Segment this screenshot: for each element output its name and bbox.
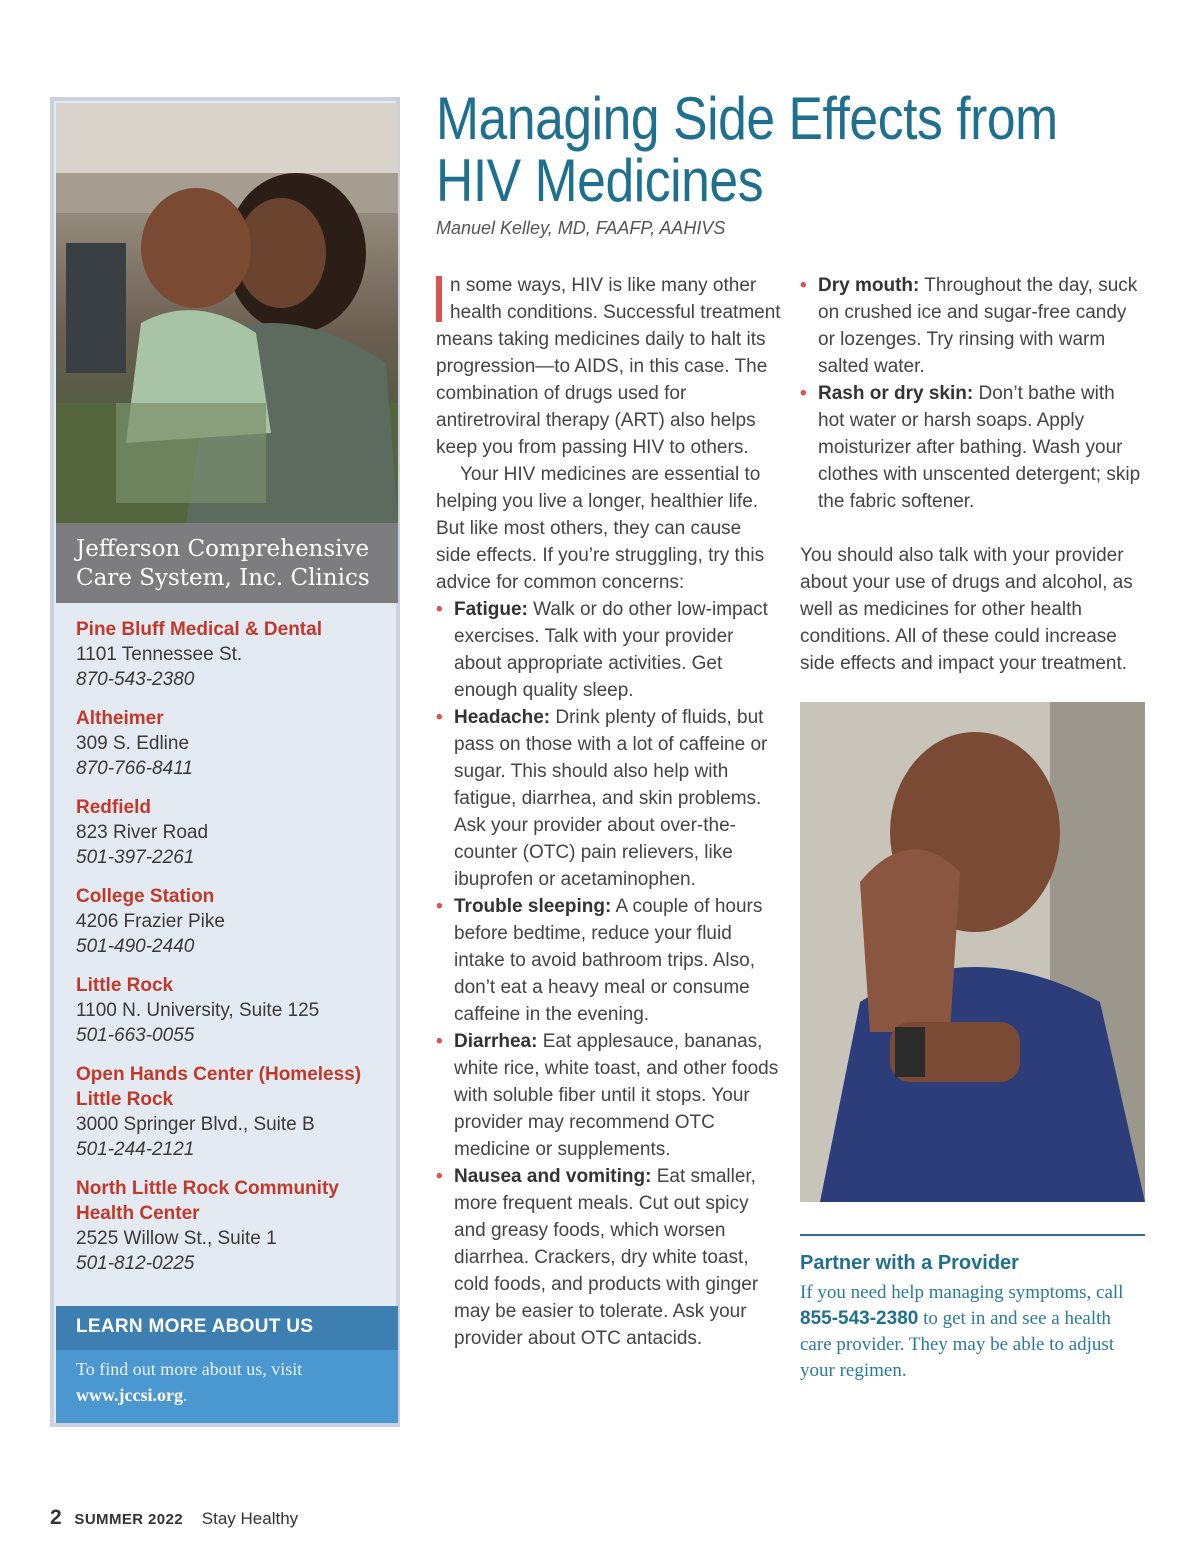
- clinic-name: Open Hands Center (Homeless) Little Rock: [76, 1064, 362, 1110]
- learn-more-box: [56, 1306, 398, 1423]
- article-column-2: [800, 272, 1145, 677]
- learn-more-period: .: [182, 1385, 188, 1405]
- publication-name: Stay Healthy: [201, 1509, 299, 1528]
- clinic-item: [76, 884, 386, 959]
- clinics-header: [56, 523, 398, 603]
- clinic-list: [76, 617, 386, 1290]
- clinic-name: Little Rock: [76, 975, 174, 996]
- tip-text: Don’t bathe with hot water or harsh soaps. Apply moisturizer after bathing. Wash your clothes with unscented detergent; skip the fabric softener.: [818, 383, 1141, 512]
- clinic-address: 3000 Springer Blvd., Suite B: [76, 1114, 315, 1135]
- clinic-address: 823 River Road: [76, 822, 209, 843]
- partner-text-before: If you need help managing symptoms, call: [800, 1282, 1124, 1303]
- website-link[interactable]: www.jccsi.org: [76, 1385, 183, 1405]
- tip-text: Drink plenty of fluids, but pass on those with a lot of caffeine or sugar. This should also help with fatigue, diarrhea, and skin problems. Ask your provider about over-the-counter (OTC) pain relievers, like ibuprofen or acetaminophen.: [454, 707, 768, 890]
- clinic-address: 1101 Tennessee St.: [76, 644, 243, 665]
- clinic-item: [76, 1176, 386, 1276]
- clinics-sidebar: [50, 97, 400, 1427]
- clinic-item: [76, 706, 386, 781]
- bullet-icon: •: [436, 896, 443, 917]
- intro-text: n some ways, HIV is like many other health conditions. Successful treatment means taking medicines daily to halt its progression—to AIDS, in this case. The combination of drugs used for antiretroviral therapy (ART) also helps keep you from passing HIV to others.: [436, 275, 781, 458]
- clinic-name: Redfield: [76, 797, 151, 818]
- issue-season: SUMMER 2022: [74, 1511, 184, 1528]
- tip-text: Throughout the day, suck on crushed ice and sugar-free candy or lozenges. Try rinsing with warm salted water.: [818, 275, 1138, 377]
- tip-lead: Dry mouth:: [818, 275, 920, 296]
- tip-text: A couple of hours before bedtime, reduce your fluid intake to avoid bathroom trips. Also, don’t eat a heavy meal or consume caffeine in the evening.: [454, 896, 763, 1025]
- partner-text-after: to get in and see a health care provider. They may be able to adjust your regimen.: [800, 1308, 1115, 1381]
- tips-list: [436, 596, 781, 1352]
- man-headache-photo: [800, 702, 1145, 1202]
- clinic-name: North Little Rock Community Health Center: [76, 1178, 339, 1224]
- tips-list-continued: [800, 272, 1145, 515]
- clinics-header-line2: Care System, Inc. Clinics: [76, 565, 370, 591]
- article-column-1: [436, 272, 781, 1352]
- tip-lead: Rash or dry skin:: [818, 383, 974, 404]
- title-line1: Managing Side Effects from: [436, 85, 1058, 152]
- tip-lead: Diarrhea:: [454, 1031, 538, 1052]
- tip-item: [436, 1028, 781, 1163]
- clinic-phone: 870-766-8411: [76, 758, 193, 779]
- tip-text: Eat smaller, more frequent meals. Cut out spicy and greasy foods, which worsen diarrhea. Crackers, dry white toast, cold foods, and products with ginger may be easier to tolerate. Ask your provider about OTC antacids.: [454, 1166, 759, 1349]
- bullet-icon: •: [436, 1166, 443, 1187]
- title-line2: HIV Medicines: [436, 147, 764, 214]
- clinic-name: College Station: [76, 886, 215, 907]
- clinic-item: [76, 795, 386, 870]
- tip-item: [436, 1163, 781, 1352]
- clinic-name: Altheimer: [76, 708, 164, 729]
- tip-item: [436, 893, 781, 1028]
- closing-paragraph: You should also talk with your provider about your use of drugs and alcohol, as well as medicines for other health conditions. All of these could increase side effects and impact your treatment.: [800, 545, 1133, 674]
- partner-text: [800, 1280, 1145, 1384]
- clinic-phone: 501-663-0055: [76, 1025, 195, 1046]
- clinic-address: 309 S. Edline: [76, 733, 190, 754]
- clinic-phone: 870-543-2380: [76, 669, 195, 690]
- bullet-icon: •: [800, 275, 807, 296]
- learn-more-title: LEARN MORE ABOUT US: [56, 1306, 398, 1350]
- tip-item: [436, 704, 781, 893]
- bullet-icon: •: [436, 1031, 443, 1052]
- intro-paragraph: [436, 272, 781, 461]
- tip-lead: Nausea and vomiting:: [454, 1166, 652, 1187]
- tip-item: [800, 380, 1145, 515]
- bullet-icon: •: [436, 707, 443, 728]
- learn-more-prefix: To find out more about us, visit: [76, 1359, 303, 1379]
- clinic-phone: 501-812-0225: [76, 1253, 195, 1274]
- partner-title: Partner with a Provider: [800, 1252, 1019, 1274]
- article-title: [436, 85, 1072, 214]
- tip-lead: Headache:: [454, 707, 551, 728]
- tip-text: Walk or do other low-impact exercises. Talk with your provider about appropriate activities. Get enough quality sleep.: [454, 599, 768, 701]
- clinic-item: [76, 1062, 386, 1162]
- tip-item: [800, 272, 1145, 380]
- clinic-phone: 501-490-2440: [76, 936, 195, 957]
- tip-lead: Trouble sleeping:: [454, 896, 612, 917]
- page-number: 2: [50, 1506, 62, 1529]
- tip-lead: Fatigue:: [454, 599, 528, 620]
- intro-paragraph-2: Your HIV medicines are essential to helping you live a longer, healthier life. But like most others, they can cause side effects. If you’re struggling, try this advice for common concerns:: [436, 464, 765, 593]
- page-footer: [50, 1506, 298, 1530]
- bullet-icon: •: [800, 383, 807, 404]
- author-byline: Manuel Kelley, MD, FAAFP, AAHIVS: [436, 218, 726, 238]
- tip-item: [436, 596, 781, 704]
- clinic-address: 4206 Frazier Pike: [76, 911, 225, 932]
- tip-text: Eat applesauce, bananas, white rice, white toast, and other foods with soluble fiber until it stops. Your provider may recommend OTC medicine or supplements.: [454, 1031, 779, 1160]
- clinic-item: [76, 973, 386, 1048]
- clinic-address: 1100 N. University, Suite 125: [76, 1000, 320, 1021]
- section-divider: [800, 1234, 1145, 1236]
- drop-cap-bar: [436, 276, 442, 322]
- partner-phone-link[interactable]: 855-543-2380: [800, 1308, 919, 1329]
- bullet-icon: •: [436, 599, 443, 620]
- clinic-phone: 501-244-2121: [76, 1139, 195, 1160]
- clinic-address: 2525 Willow St., Suite 1: [76, 1228, 277, 1249]
- clinic-name: Pine Bluff Medical & Dental: [76, 619, 322, 640]
- clinic-item: [76, 617, 386, 692]
- learn-more-text: [56, 1350, 398, 1414]
- clinics-header-line1: Jefferson Comprehensive: [76, 536, 370, 562]
- clinic-phone: 501-397-2261: [76, 847, 195, 868]
- mother-child-photo: [56, 103, 398, 523]
